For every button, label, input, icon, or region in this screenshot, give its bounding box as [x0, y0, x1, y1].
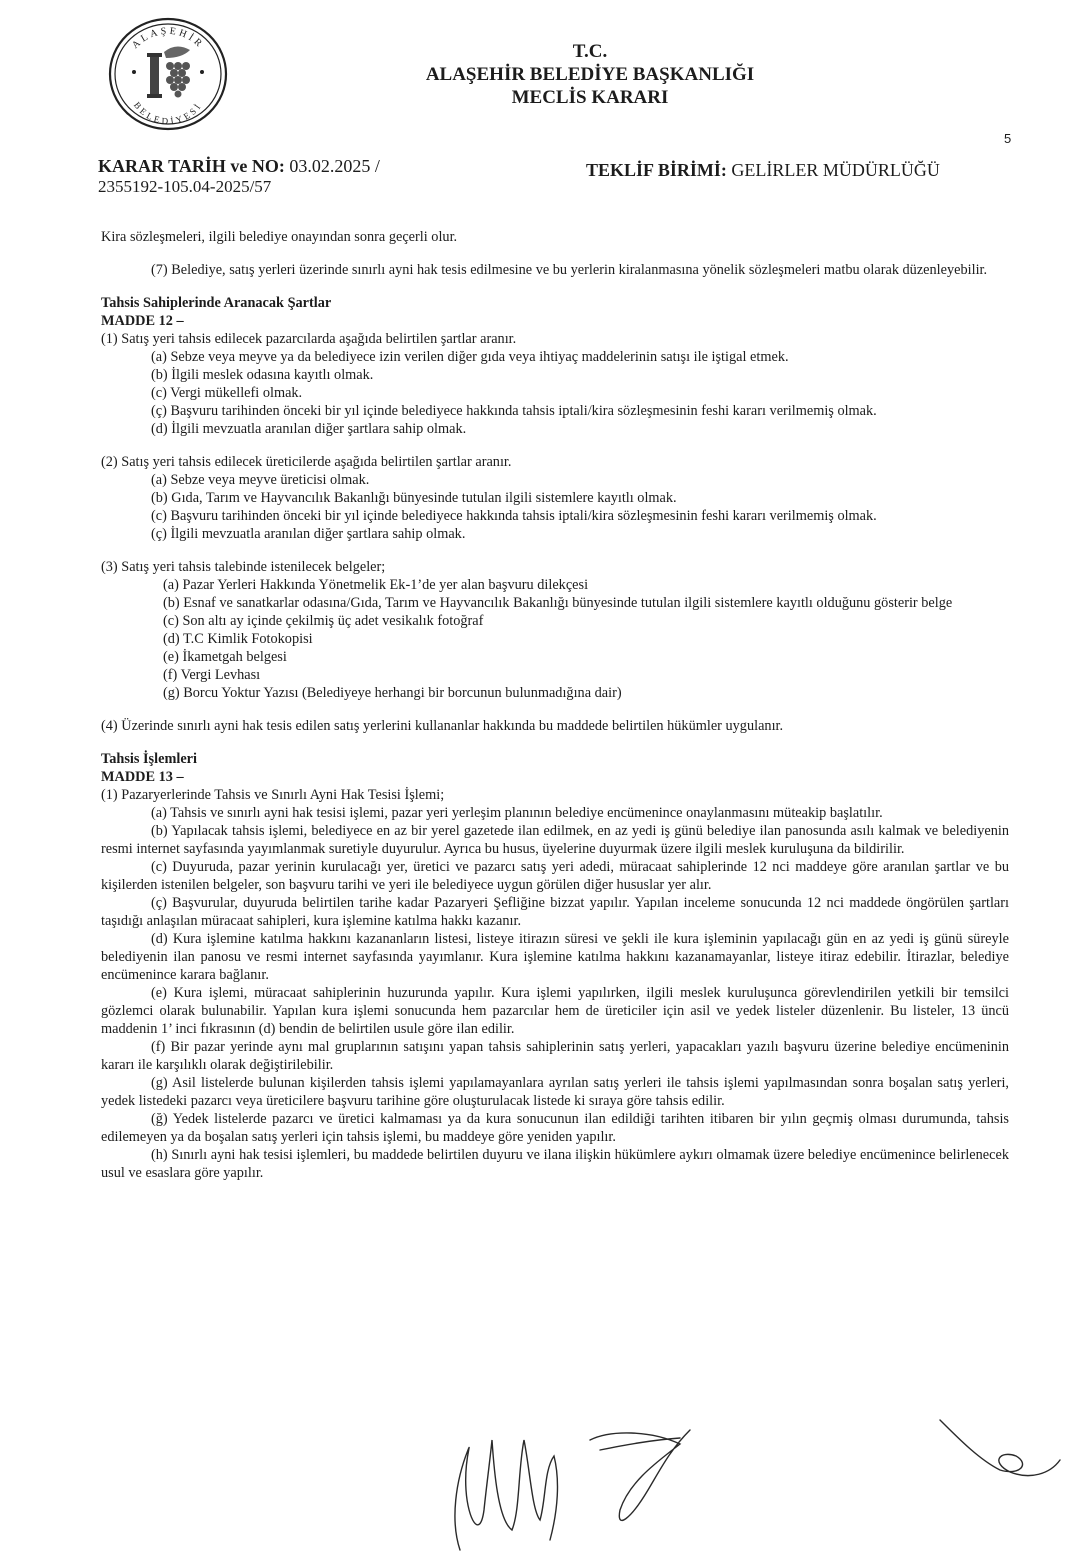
- s12-item-1-d: (d) İlgili mevzuatla aranılan diğer şartlara sahip olmak.: [151, 421, 467, 437]
- handwritten-signatures: [420, 1400, 1086, 1556]
- s12-item-4: (4) Üzerinde sınırlı ayni hak tesis edilen satış yerlerini kullananlar hakkında bu maddede belirtilen hükümler uygulanır.: [101, 718, 784, 734]
- s13-item-1-e: (e) Kura işlemi, müracaat sahiplerinin huzurunda yapılır. Kura işlemi yapılırken, ilgili meslek kuruluşunca görevlendirilen yetkili bir temsilci gözlemci olarak bulunabilir. Yapılan kura işlemi sonucunda hem pazarcılar hem de üreticiler için asil ve yedek listeler düzenlenir. Bu listeler, 13 üncü maddenin 1’ inci fıkrasının (d) bendin de belirtilen usule göre ilan edilir.: [101, 985, 1009, 1037]
- decision-date-line: [98, 155, 380, 177]
- municipality-seal: [104, 14, 232, 132]
- section-13-article: MADDE 13 –: [101, 769, 184, 785]
- paragraph-intro: Kira sözleşmeleri, ilgili belediye onayından sonra geçerli olur.: [101, 229, 458, 245]
- signature-2: [590, 1430, 690, 1520]
- header-line-tc: T.C.: [572, 41, 608, 62]
- s12-item-2-c: (c) Başvuru tarihinden önceki bir yıl içinde belediyece hakkında tahsis iptali/kira sözleşmesinin feshi kararı verilmemiş olmak.: [151, 508, 877, 524]
- s13-item-1-d: (d) Kura işlemine katılma hakkını kazananların listesi, listeye itirazın süresi ve şekli ile kura işleminin yapılacağı gün en az yedi iş günü süreyle belediyenin ilan panosu ve resmi internet sayfasında yayımlanır. Kura işlemine katılma hakkını kazanamayanlar, listeye itiraz edebilir. İtirazlar, belediye encümenince karara bağlanır.: [101, 931, 1009, 983]
- s13-item-1-g: (g) Asil listelerde bulunan kişilerden tahsis işlemi yapılamayanlara ayrılan satış yerleri ile tahsis işlemi yapılmasından sonra boşalan satış yerleri, yedek listedeki pazarcı veya üreticilere başvuru tarihine göre oluşturulacak listede ki sıraya göre tahsis edilir.: [101, 1075, 1009, 1109]
- s13-item-1-a: (a) Tahsis ve sınırlı ayni hak tesisi işlemi, pazar yeri yerleşim planının belediye encümenince onaylanmasını müteakip başlatılır.: [151, 805, 883, 821]
- s13-item-1: (1) Pazaryerlerinde Tahsis ve Sınırlı Ayni Hak Tesisi İşlemi;: [101, 787, 445, 803]
- header-line-council-decision: MECLİS KARARI: [511, 87, 669, 108]
- s12-item-3-b: (b) Esnaf ve sanatkarlar odasına/Gıda, Tarım ve Hayvancılık Bakanlığı bünyesinde tutulan ilgili sistemlere kayıtlı olduğunu gösterir belge: [163, 595, 953, 611]
- svg-text:ALAŞEHİR: ALAŞEHİR: [130, 25, 206, 52]
- header-line-municipality: ALAŞEHİR BELEDİYE BAŞKANLIĞI: [425, 64, 755, 85]
- signature-4: [940, 1420, 1060, 1476]
- decision-date: 03.02.2025 /: [284, 156, 380, 176]
- s12-item-3-c: (c) Son altı ay içinde çekilmiş üç adet vesikalık fotoğraf: [163, 613, 484, 629]
- s12-item-2-b: (b) Gıda, Tarım ve Hayvancılık Bakanlığı bünyesinde tutulan ilgili sistemlere kayıtlı olmak.: [151, 490, 677, 506]
- page-number: 5: [1004, 131, 1012, 146]
- s12-item-1-a: (a) Sebze veya meyve ya da belediyece izin verilen diğer gıda veya ihtiyaç maddelerinin satışı ile iştigal etmek.: [151, 349, 789, 365]
- paragraph-7: (7) Belediye, satış yerleri üzerinde sınırlı ayni hak tesis edilmesine ve bu yerlerin kiralanmasına yönelik sözleşmeleri matbu olarak düzenleyebilir.: [151, 262, 988, 278]
- decision-label: KARAR TARİH ve NO:: [98, 156, 285, 176]
- unit-value: GELİRLER MÜDÜRLÜĞÜ: [726, 160, 940, 180]
- unit-label: TEKLİF BİRİMİ:: [586, 160, 727, 180]
- document-header: [330, 40, 850, 109]
- s12-item-1-c: (c) Vergi mükellefi olmak.: [151, 385, 303, 401]
- s12-item-1-cc: (ç) Başvuru tarihinden önceki bir yıl içinde belediyece hakkında tahsis iptali/kira sözleşmesinin feshi kararı verilmemiş olmak.: [151, 403, 877, 419]
- s12-item-3-g: (g) Borcu Yoktur Yazısı (Belediyeye herhangi bir borcunun bulunmadığına dair): [163, 685, 622, 701]
- document-body: [101, 228, 1009, 1182]
- s12-item-1: (1) Satış yeri tahsis edilecek pazarcılarda aşağıda belirtilen şartlar aranır.: [101, 331, 517, 347]
- s13-item-1-c: (c) Duyuruda, pazar yerinin kurulacağı yer, üretici ve pazarcı satış yeri adedi, müracaat sahiplerinde 12 nci maddeye göre aranılan şartlar ve bu kişilerden istenilen belgeler, son başvuru tarihi ve yeri ile belediyece uygun görülen diğer hususlar yer alır.: [101, 859, 1009, 893]
- s12-item-2-a: (a) Sebze veya meyve üreticisi olmak.: [151, 472, 370, 488]
- s12-item-1-b: (b) İlgili meslek odasına kayıtlı olmak.: [151, 367, 374, 383]
- proposal-unit-line: [586, 160, 940, 181]
- s12-item-3: (3) Satış yeri tahsis talebinde istenilecek belgeler;: [101, 559, 386, 575]
- s12-item-3-e: (e) İkametgah belgesi: [163, 649, 287, 665]
- s12-item-3-f: (f) Vergi Levhası: [163, 667, 261, 683]
- s13-item-1-b: (b) Yapılacak tahsis işlemi, belediyece en az bir yerel gazetede ilan edilmek, en az yedi iş günü belediye ilan panosunda asılı kalmak ve belediyenin resmi internet sayfasında yayımlanmak suretiyle duyurulur. Ayrıca bu husus, üyelerine duyurmak üzere ilgili meslek kuruluşuna da bildirilir.: [101, 823, 1009, 857]
- s12-item-3-a: (a) Pazar Yerleri Hakkında Yönetmelik Ek-1’de yer alan başvuru dilekçesi: [163, 577, 589, 593]
- s12-item-2-cc: (ç) İlgili mevzuatla aranılan diğer şartlara sahip olmak.: [151, 526, 466, 542]
- s12-item-3-d: (d) T.C Kimlik Fotokopisi: [163, 631, 313, 647]
- s13-item-1-h: (h) Sınırlı ayni hak tesisi işlemleri, bu maddede belirtilen duyuru ve ilana ilişkin hükümlere aykırı olmamak üzere belediye encümenince belirlenecek usul ve esaslara göre yapılır.: [101, 1147, 1009, 1181]
- decision-number: 2355192-105.04-2025/57: [98, 177, 272, 196]
- s13-item-1-f: (f) Bir pazar yerinde aynı mal gruplarının satışını yapan tahsis sahiplerinin satış yerleri, yapacakları yazılı başvuru üzerine belediye encümeninin kararı ile karşılıklı olarak değiştirilebilir.: [101, 1039, 1009, 1073]
- signature-3: [600, 1438, 680, 1450]
- svg-text:BELEDİYESİ: BELEDİYESİ: [131, 99, 204, 127]
- section-13-title: Tahsis İşlemleri: [101, 751, 197, 767]
- s13-item-1-gg: (ğ) Yedek listelerde pazarcı ve üretici kalmaması ya da kura sonucunun ilan edildiği tarihten itibaren bir yılın geçmiş olması durumunda, tahsis edilemeyen ya da boşalan satış yerleri için tahsis işlemi, bu maddeye göre yeniden yapılır.: [101, 1111, 1009, 1145]
- s12-item-2: (2) Satış yeri tahsis edilecek üreticilerde aşağıda belirtilen şartlar aranır.: [101, 454, 512, 470]
- signature-1: [455, 1440, 558, 1550]
- section-12-title: Tahsis Sahiplerinde Aranacak Şartlar: [101, 295, 332, 311]
- section-12-article: MADDE 12 –: [101, 313, 184, 329]
- s13-item-1-cc: (ç) Başvurular, duyuruda belirtilen tarihe kadar Pazaryeri Şefliğine bizzat yapılır. Yapılan inceleme sonucunda 12 nci maddede öngörülen şartları taşıdığı anlaşılan müracaat sahipleri, kura işlemine katılma hakkı kazanır.: [101, 895, 1009, 929]
